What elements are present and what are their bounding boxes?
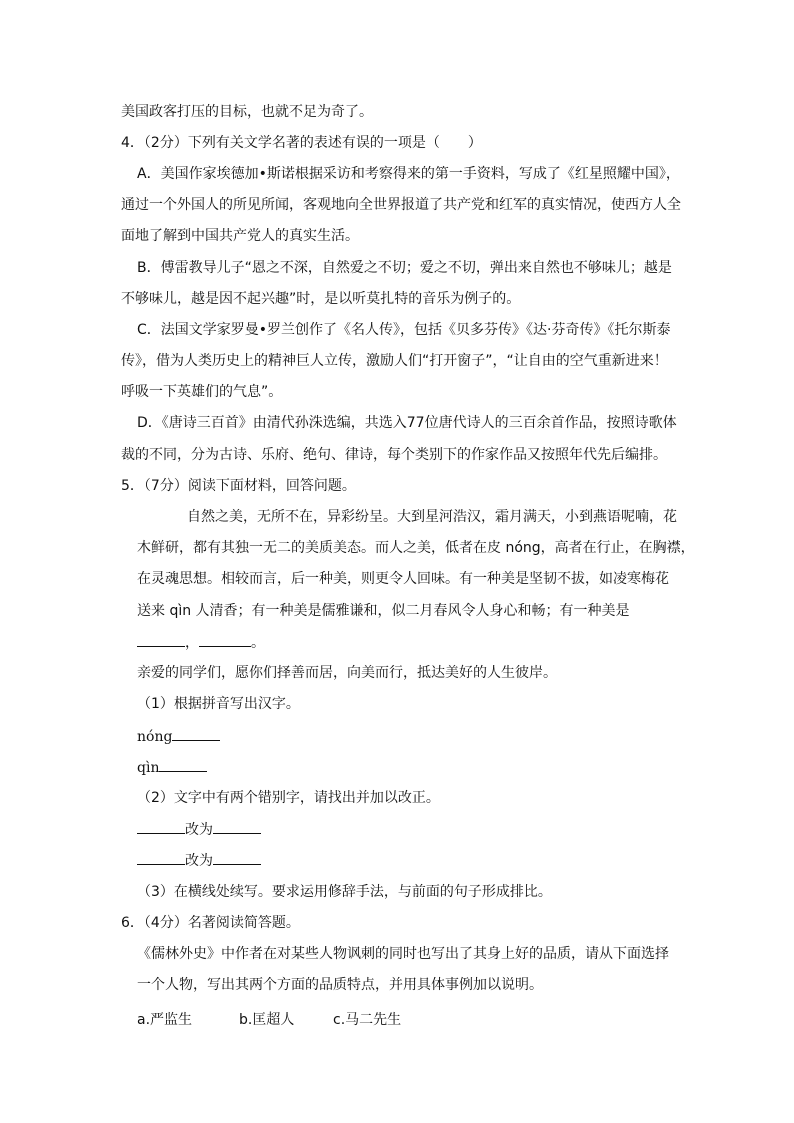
answer-blank[interactable]	[213, 850, 261, 865]
correction-label: 改为	[185, 822, 213, 838]
choice-b[interactable]: b.匡超人	[239, 1012, 295, 1028]
pinyin-answer-row	[137, 757, 207, 778]
period: 。	[251, 635, 265, 651]
text-line: 裁的不同，分为古诗、乐府、绝句、律诗，每个类别下的作家作品又按照年代先后编排。	[121, 447, 667, 463]
answer-blank[interactable]	[213, 819, 261, 834]
text-line: 通过一个外国人的所见所闻，客观地向全世界报道了共产党和红军的真实情况，使西方人全	[121, 197, 681, 213]
question-4-option-a: A．美国作家埃德加•斯诺根据采访和考察得来的第一手资料，写成了《红星照耀中国》，	[137, 166, 680, 182]
question-6-stem: 6．（4分）名著阅读简答题。	[121, 915, 300, 931]
choice-c[interactable]: c.马二先生	[333, 1012, 402, 1028]
subquestion-3: （3）在横线处续写。要求运用修辞手法，与前面的句子形成排比。	[137, 884, 552, 900]
passage-line: 在灵魂思想。相较而言，后一种美，则更令人回味。有一种美是坚韧不拔，如凌寒梅花	[137, 571, 669, 587]
text-line: 美国政客打压的目标，也就不足为奇了。	[121, 104, 373, 120]
answer-blank[interactable]	[137, 632, 185, 647]
text-line: 面地了解到中国共产党人的真实生活。	[121, 228, 359, 244]
question-6-prompt: 《儒林外史》中作者在对某些人物讽刺的同时也写出了其身上好的品质，请从下面选择	[137, 946, 669, 962]
correction-row	[137, 819, 261, 840]
passage-line: 亲爱的同学们，愿你们择善而居，向美而行，抵达美好的人生彼岸。	[137, 665, 557, 681]
passage-line: 木鲜研，都有其独一无二的美质美态。而人之美，低者在皮 nóng，高者在行止，在胸襟，	[137, 540, 695, 556]
answer-blank[interactable]	[159, 757, 207, 772]
question-6-prompt: 一个人物，写出其两个方面的品质特点，并用具体事例加以说明。	[137, 977, 543, 993]
correction-label: 改为	[185, 853, 213, 869]
answer-blank[interactable]	[172, 726, 220, 741]
subquestion-2: （2）文字中有两个错别字，请找出并加以改正。	[137, 790, 440, 806]
pinyin-answer-row	[137, 726, 220, 747]
passage-line: 送来 qìn 人清香；有一种美是儒雅谦和，似二月春风令人身心和畅；有一种美是	[137, 603, 630, 619]
correction-row	[137, 850, 261, 871]
question-4-option-d: D．《唐诗三百首》由清代孙洙选编，共选入77位唐代诗人的三百余首作品，按照诗歌体	[137, 415, 677, 431]
text-line: 呼吸一下英雄们的气息”。	[121, 384, 283, 400]
passage-line: 自然之美，无所不在，异彩纷呈。大到星河浩汉，霜月满天，小到燕语呢喃，花	[187, 509, 677, 525]
question-4-option-c: C．法国文学家罗曼•罗兰创作了《名人传》，包括《贝多芬传》《达·芬奇传》《托尔斯泰	[137, 322, 671, 338]
question-4-stem: 4．（2分）下列有关文学名著的表述有误的一项是（ ）	[121, 135, 482, 151]
pinyin-label: qìn	[137, 760, 160, 776]
text-line: 不够味儿，越是因不起兴趣”时，是以听莫扎特的音乐为例子的。	[121, 291, 521, 307]
question-5-stem: 5．（7分）阅读下面材料，回答问题。	[121, 478, 356, 494]
passage-line-blanks	[137, 632, 265, 653]
answer-blank[interactable]	[199, 632, 251, 647]
answer-blank[interactable]	[137, 850, 185, 865]
text-line: 传》，借为人类历史上的精神巨人立传，激励人们“打开窗子”，“让自由的空气重新进来！	[121, 353, 668, 369]
pinyin-label: nóng	[137, 729, 173, 745]
answer-blank[interactable]	[137, 819, 185, 834]
subquestion-1: （1）根据拼音写出汉字。	[137, 696, 300, 712]
choice-a[interactable]: a.严监生	[137, 1012, 193, 1028]
question-4-option-b: B．傅雷教导儿子“恩之不深，自然爱之不切；爱之不切，弹出来自然也不够味儿；越是	[137, 260, 672, 276]
separator: ，	[185, 635, 199, 651]
question-6-choices	[137, 1010, 401, 1030]
